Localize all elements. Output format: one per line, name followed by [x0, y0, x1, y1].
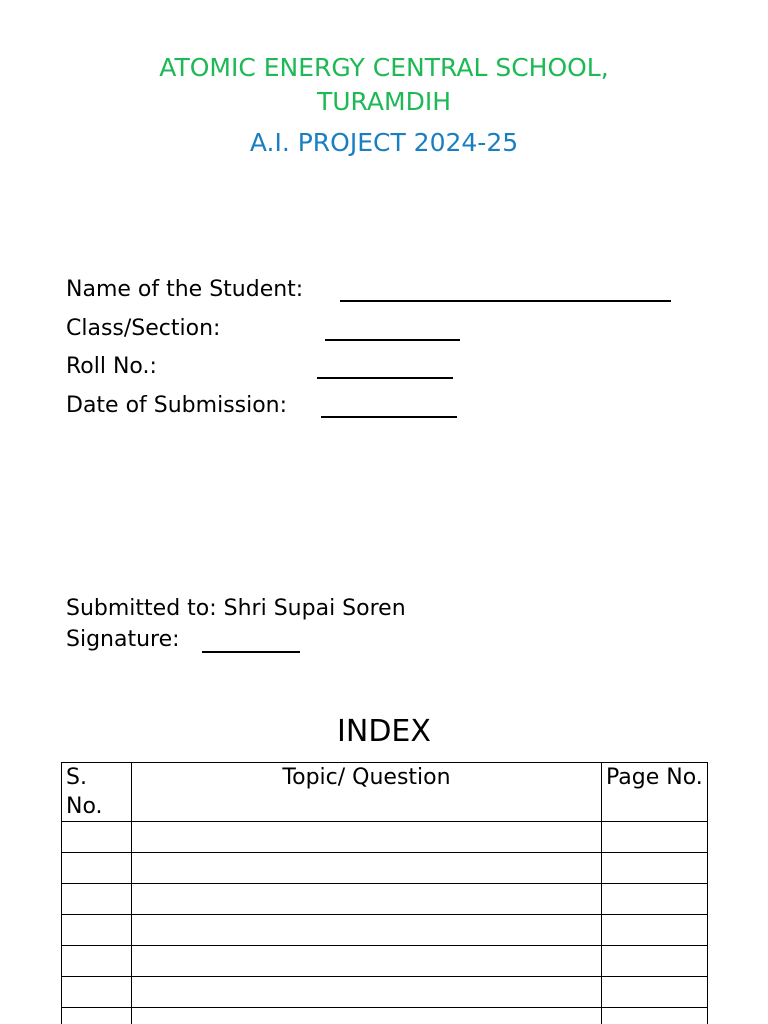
serial-cell: [62, 1008, 132, 1024]
topic-cell: [132, 822, 602, 853]
table-row: [62, 977, 708, 1008]
col-page-no: Page No.: [602, 763, 708, 822]
serial-cell: [62, 915, 132, 946]
signature-label: Signature:: [66, 627, 180, 652]
page-cell: [602, 853, 708, 884]
page-cell: [602, 1008, 708, 1024]
table-row: [62, 946, 708, 977]
school-name-line1: ATOMIC ENERGY CENTRAL SCHOOL,: [159, 53, 609, 82]
table-row: [62, 915, 708, 946]
page-cell: [602, 915, 708, 946]
school-name-line2: TURAMDIH: [316, 87, 452, 116]
serial-cell: [62, 822, 132, 853]
col-topic: Topic/ Question: [132, 763, 602, 822]
serial-cell: [62, 884, 132, 915]
table-row: [62, 822, 708, 853]
serial-cell: [62, 977, 132, 1008]
table-row: [62, 1008, 708, 1024]
topic-cell: [132, 915, 602, 946]
date-blank: [321, 416, 457, 418]
class-label: Class/Section:: [66, 316, 221, 341]
page-cell: [602, 977, 708, 1008]
serial-cell: [62, 946, 132, 977]
page-cell: [602, 946, 708, 977]
serial-cell: [62, 853, 132, 884]
topic-cell: [132, 884, 602, 915]
table-row: [62, 884, 708, 915]
topic-cell: [132, 853, 602, 884]
roll-blank: [317, 377, 453, 379]
table-row: [62, 853, 708, 884]
page-cell: [602, 822, 708, 853]
name-blank: [340, 300, 671, 302]
page-cell: [602, 884, 708, 915]
roll-label: Roll No.:: [66, 354, 157, 379]
index-heading: INDEX: [337, 714, 431, 749]
topic-cell: [132, 1008, 602, 1024]
topic-cell: [132, 977, 602, 1008]
submitted-to: Submitted to: Shri Supai Soren: [66, 596, 406, 621]
project-title: A.I. PROJECT 2024-25: [249, 128, 519, 157]
class-blank: [325, 339, 460, 341]
col-serial-no: S. No.: [62, 763, 132, 822]
signature-blank: [202, 651, 300, 653]
topic-cell: [132, 946, 602, 977]
index-table: [61, 762, 708, 1024]
index-header-row: [62, 763, 708, 822]
name-label: Name of the Student:: [66, 277, 304, 302]
date-label: Date of Submission:: [66, 393, 288, 418]
